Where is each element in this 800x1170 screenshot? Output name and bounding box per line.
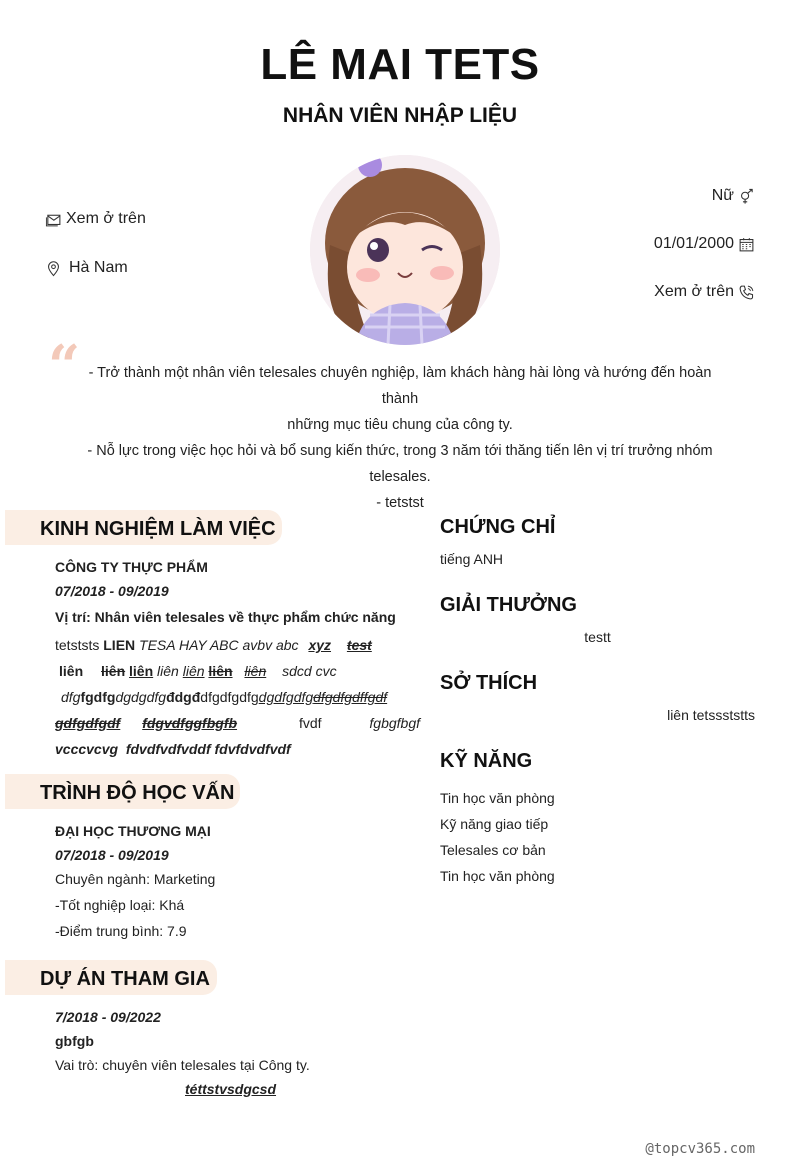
calendar-icon	[738, 236, 755, 253]
avatar	[310, 155, 500, 345]
desc-text: liên	[59, 663, 84, 679]
desc-text: liên	[101, 663, 126, 679]
birthday-value: 01/01/2000	[653, 235, 734, 252]
education-section	[55, 818, 400, 944]
projects-section	[55, 1005, 400, 1101]
experience-heading: KINH NGHIỆM LÀM VIỆC	[5, 510, 282, 545]
objective-line: - tetstst	[376, 495, 424, 511]
desc-text: LIEN	[103, 637, 136, 653]
education-line: -Điểm trung bình: 7.9	[55, 923, 187, 939]
desc-text: liên	[244, 663, 267, 679]
desc-text: liên	[208, 663, 233, 679]
desc-text: dfgdfgdffgdf	[313, 689, 388, 705]
education-period: 07/2018 - 09/2019	[55, 847, 169, 863]
education-school: ĐẠI HỌC THƯƠNG MẠI	[55, 823, 211, 839]
certificates-heading: CHỨNG CHỈ	[440, 516, 556, 538]
experience-section	[55, 554, 421, 762]
gender-icon	[738, 188, 755, 205]
skill-item: Telesales cơ bản	[440, 842, 546, 858]
hobby-item: liên tetssststts	[667, 707, 755, 723]
envelope-icon	[45, 211, 62, 228]
career-objective	[70, 360, 730, 516]
gender-value: Nữ	[711, 187, 734, 204]
desc-text: liên	[182, 663, 205, 679]
desc-text: xyz	[308, 637, 332, 653]
desc-text: fdgvdfggfbgfb	[142, 715, 238, 731]
address-value: Hà Nam	[69, 259, 128, 276]
contact-address	[45, 259, 128, 277]
experience-period: 07/2018 - 09/2019	[55, 583, 169, 599]
objective-line: - Trở thành một nhân viên telesales chuyên nghiệp, làm khách hàng hài lòng và hướng đến hoàn thành	[88, 365, 716, 407]
contact-birthday	[654, 235, 755, 253]
desc-text: dgdfgdfg	[258, 689, 314, 705]
desc-text: vcccvcvg fdvdfvdfvddf fdvfdvdfvdf	[55, 741, 291, 757]
award-item: testt	[584, 629, 611, 645]
skill-item: Tin học văn phòng	[440, 868, 555, 884]
hobbies-heading: SỞ THÍCH	[440, 672, 538, 694]
objective-line: telesales.	[369, 469, 431, 485]
projects-heading: DỰ ÁN THAM GIA	[5, 960, 217, 995]
skill-item: Kỹ năng giao tiếp	[440, 816, 549, 832]
desc-text: dgdgdfg	[115, 689, 167, 705]
experience-role: Vị trí: Nhân viên telesales về thực phẩm chức năng	[55, 609, 396, 625]
desc-text: liên	[129, 663, 154, 679]
desc-text: TESA HAY ABC avbv abc	[139, 637, 299, 653]
education-heading: TRÌNH ĐỘ HỌC VẤN	[5, 774, 240, 809]
contact-email	[45, 210, 146, 228]
phone-value: Xem ở trên	[654, 283, 734, 300]
project-period: 7/2018 - 09/2022	[55, 1009, 161, 1025]
candidate-name: LÊ MAI TETS	[260, 40, 540, 89]
project-extra: téttstvsdgcsd	[185, 1081, 277, 1097]
contact-phone	[654, 283, 755, 301]
objective-line: những mục tiêu chung của công ty.	[287, 417, 513, 433]
desc-text: test	[346, 637, 372, 653]
awards-heading: GIẢI THƯỞNG	[440, 594, 577, 616]
desc-text: fgbgfbgf	[369, 715, 421, 731]
experience-company: CÔNG TY THỰC PHẨM	[55, 559, 208, 575]
project-role: Vai trò: chuyên viên telesales tại Công ty.	[55, 1057, 310, 1073]
skill-item: Tin học văn phòng	[440, 790, 555, 806]
desc-text: dfg	[61, 689, 81, 705]
map-pin-icon	[45, 260, 62, 277]
desc-text: tetststs	[55, 637, 100, 653]
desc-text: fvdf	[298, 715, 322, 731]
desc-text: gdfgdfgdf	[55, 715, 121, 731]
skills-list	[440, 785, 555, 889]
experience-description	[55, 632, 421, 762]
certificate-item: tiếng ANH	[440, 551, 504, 567]
education-line: -Tốt nghiệp loại: Khá	[55, 897, 185, 913]
phone-icon	[738, 284, 755, 301]
footer-brand: @topcv365.com	[645, 1141, 755, 1157]
project-name: gbfgb	[55, 1033, 94, 1049]
email-value: Xem ở trên	[66, 210, 146, 227]
skills-heading: KỸ NĂNG	[440, 750, 533, 772]
desc-text: dfgdfgdfg	[200, 689, 259, 705]
contact-gender	[712, 187, 755, 205]
desc-text: sdcd cvc	[282, 663, 337, 679]
desc-text: liên	[157, 663, 179, 679]
objective-line: - Nỗ lực trong việc học hỏi và bổ sung kiến thức, trong 3 năm tới thăng tiến lên vị trí trưởng nhóm	[87, 443, 713, 459]
quote-icon: “	[48, 333, 81, 399]
education-line: Chuyên ngành: Marketing	[55, 871, 216, 887]
desc-text: đdgđ	[166, 689, 201, 705]
desc-text: fgdfg	[80, 689, 116, 705]
candidate-position: NHÂN VIÊN NHẬP LIỆU	[282, 104, 518, 127]
avatar-illustration	[310, 155, 500, 345]
